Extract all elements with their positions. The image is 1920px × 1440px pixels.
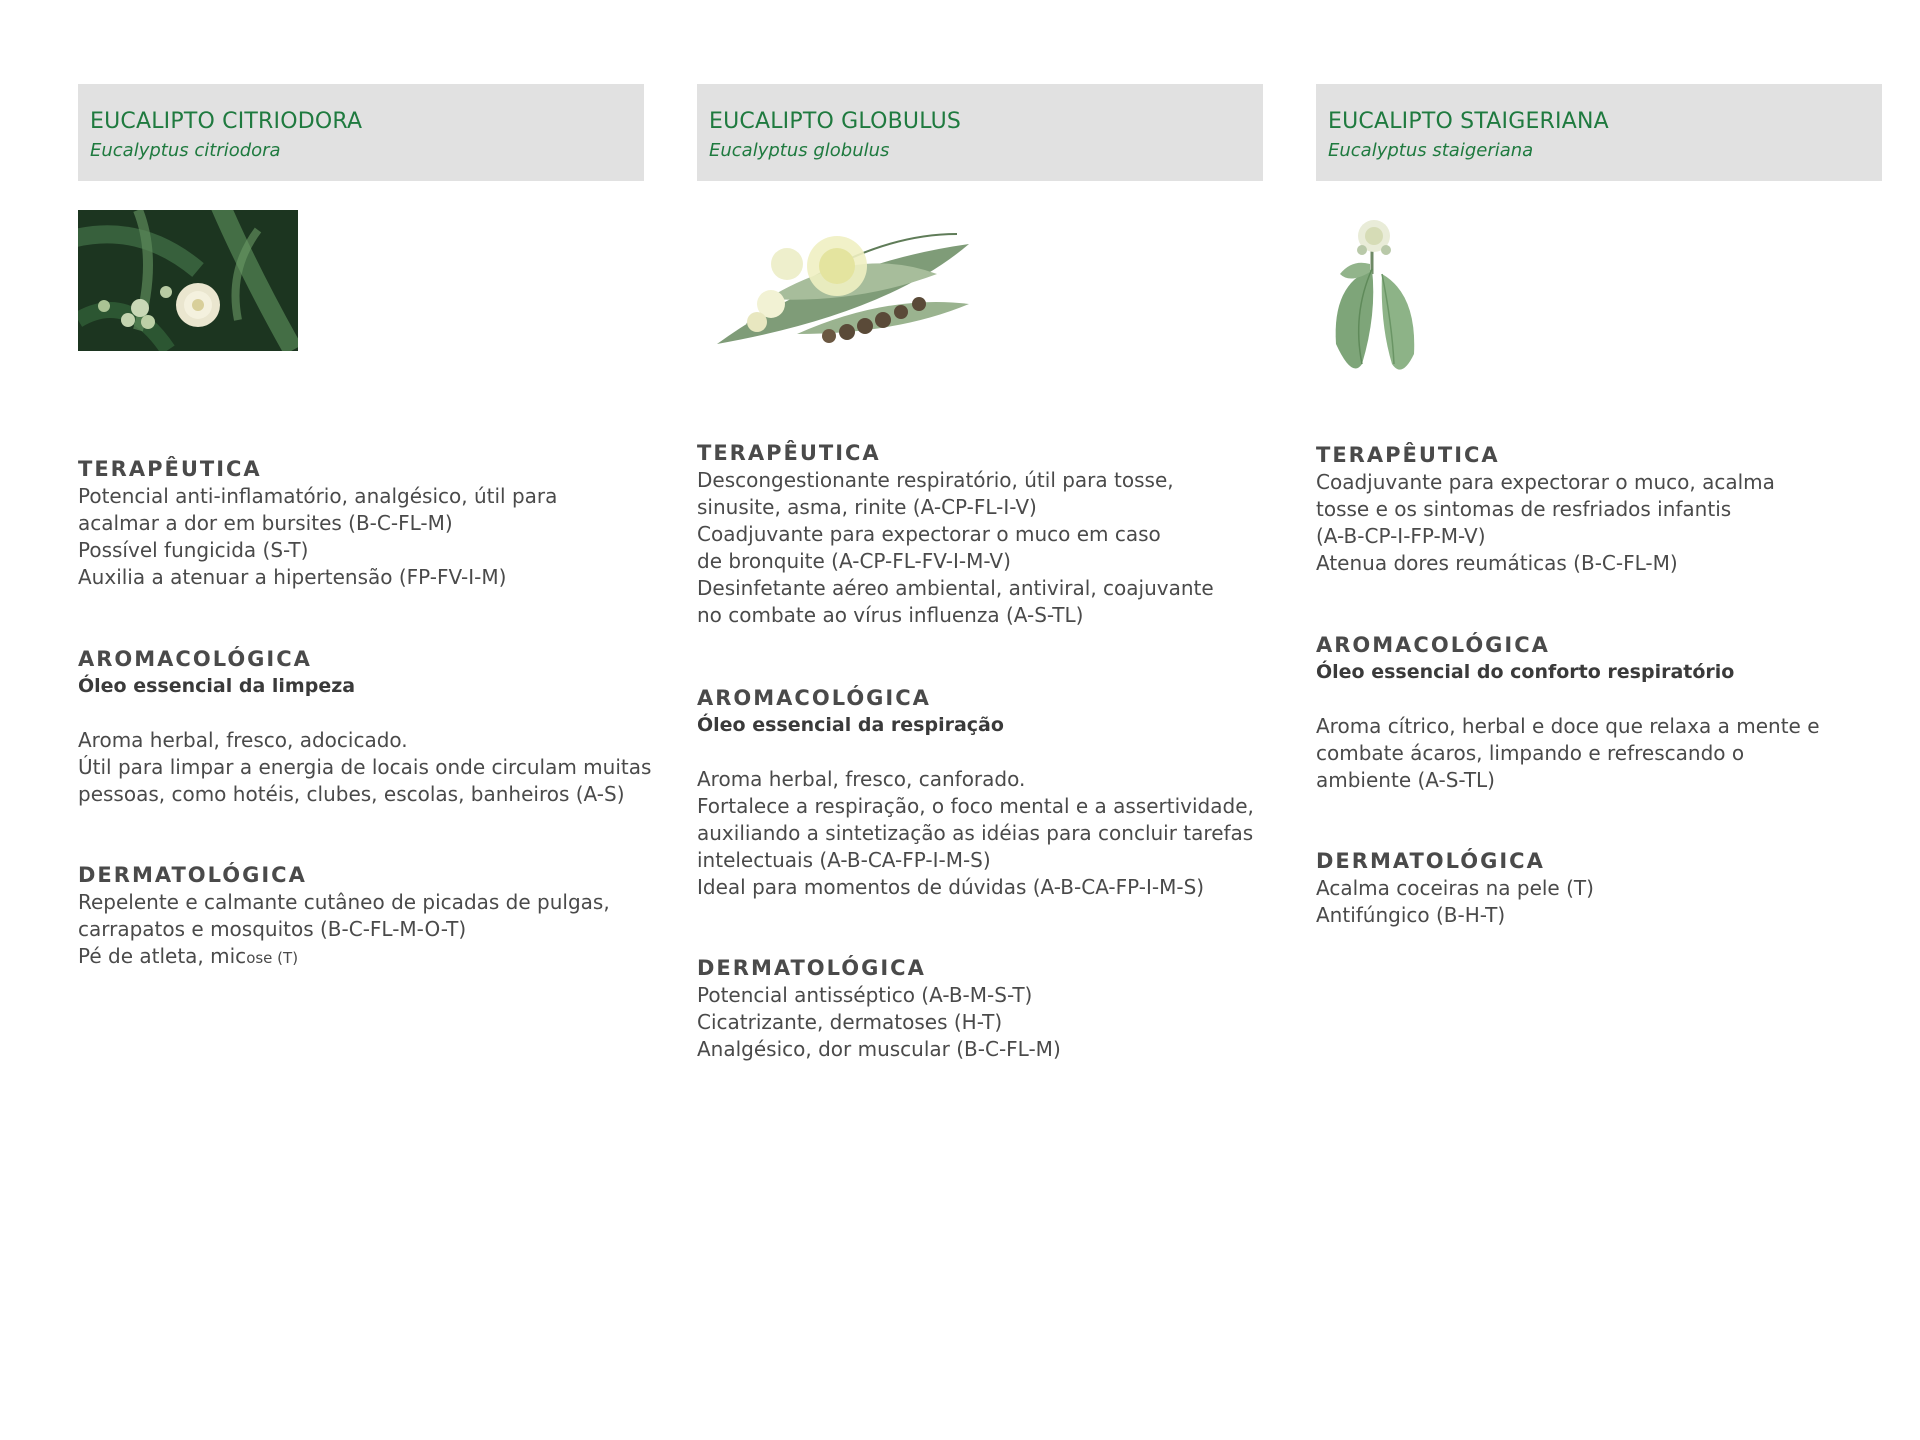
text-line: tosse e os sintomas de resfriados infantis: [1316, 497, 1732, 521]
text-line: Potencial antisséptico (A-B-M-S-T): [697, 983, 1033, 1007]
text-line-start: Pé de atleta, mic: [78, 944, 247, 968]
text-line: Analgésico, dor muscular (B-C-FL-M): [697, 1037, 1061, 1061]
oil-scientific-name: Eucalyptus globulus: [709, 140, 890, 161]
text-line: Auxilia a atenuar a hipertensão (FP-FV-I-M): [78, 565, 507, 589]
text-line: carrapatos e mosquitos (B-C-FL-M-O-T): [78, 917, 467, 941]
text-line: sinusite, asma, rinite (A-CP-FL-I-V): [697, 495, 1037, 519]
oil-scientific-name: Eucalyptus citriodora: [90, 140, 281, 161]
eucalyptus-flowers-illustration-icon: [707, 204, 977, 359]
eucalyptus-branch-photo-icon: [78, 210, 298, 351]
text-line: Aroma herbal, fresco, canforado.: [697, 767, 1026, 791]
text-line: Atenua dores reumáticas (B-C-FL-M): [1316, 551, 1678, 575]
text-line: [78, 943, 644, 972]
text-line: Ideal para momentos de dúvidas (A-B-CA-FP-I-M-S): [697, 875, 1205, 899]
text-line: acalmar a dor em bursites (B-C-FL-M): [78, 511, 453, 535]
text-line: (A-B-CP-I-FP-M-V): [1316, 524, 1486, 548]
section-aromacologica: [1316, 632, 1882, 794]
section-dermatologica: [697, 955, 1263, 1063]
text-line: Cicatrizante, dermatoses (H-T): [697, 1010, 1003, 1034]
section-heading: DERMATOLÓGICA: [1316, 849, 1545, 873]
text-line: Útil para limpar a energia de locais onde circulam muitas: [78, 755, 652, 779]
oil-card-staigeriana: [1316, 84, 1882, 927]
text-line: Aroma herbal, fresco, adocicado.: [78, 728, 408, 752]
text-line: Antifúngico (B-H-T): [1316, 903, 1506, 927]
section-subtitle: Óleo essencial da respiração: [697, 714, 1004, 736]
text-line: Coadjuvante para expectorar o muco em caso: [697, 522, 1161, 546]
text-line: combate ácaros, limpando e refrescando o: [1316, 741, 1745, 765]
text-line: Aroma cítrico, herbal e doce que relaxa a mente e: [1316, 714, 1820, 738]
text-line: no combate ao vírus influenza (A-S-TL): [697, 603, 1084, 627]
oil-common-name: EUCALIPTO CITRIODORA: [90, 109, 363, 134]
section-heading: AROMACOLÓGICA: [697, 686, 931, 710]
text-line: intelectuais (A-B-CA-FP-I-M-S): [697, 848, 991, 872]
text-line: Coadjuvante para expectorar o muco, acalma: [1316, 470, 1775, 494]
section-heading: DERMATOLÓGICA: [78, 863, 307, 887]
oil-header: [78, 84, 644, 181]
section-terapeutica: [78, 456, 644, 591]
text-line: ambiente (A-S-TL): [1316, 768, 1495, 792]
section-dermatologica: [78, 862, 644, 972]
text-line: Desinfetante aéreo ambiental, antiviral, coajuvante: [697, 576, 1214, 600]
text-line-end: ose (T): [246, 949, 299, 967]
oil-header: [1316, 84, 1882, 181]
text-line: Potencial anti-inflamatório, analgésico, útil para: [78, 484, 558, 508]
text-line: Fortalece a respiração, o foco mental e a assertividade,: [697, 794, 1254, 818]
oil-common-name: EUCALIPTO STAIGERIANA: [1328, 109, 1609, 134]
section-terapeutica: [697, 440, 1263, 629]
section-heading: TERAPÊUTICA: [1316, 443, 1500, 467]
section-dermatologica: [1316, 848, 1882, 929]
oil-card-citriodora: [78, 84, 652, 968]
section-heading: TERAPÊUTICA: [697, 441, 881, 465]
section-heading: AROMACOLÓGICA: [78, 647, 312, 671]
section-subtitle: Óleo essencial do conforto respiratório: [1316, 661, 1735, 683]
section-aromacologica: [78, 646, 652, 808]
text-line: pessoas, como hotéis, clubes, escolas, banheiros (A-S): [78, 782, 625, 806]
text-line: de bronquite (A-CP-FL-FV-I-M-V): [697, 549, 1011, 573]
oil-header: [697, 84, 1263, 181]
section-aromacologica: [697, 685, 1263, 901]
section-subtitle: Óleo essencial da limpeza: [78, 675, 356, 697]
section-terapeutica: [1316, 442, 1882, 577]
section-heading: TERAPÊUTICA: [78, 457, 262, 481]
eucalyptus-leaves-illustration-icon: [1322, 214, 1432, 379]
text-line: Possível fungicida (S-T): [78, 538, 309, 562]
text-line: auxiliando a sintetização as idéias para concluir tarefas: [697, 821, 1254, 845]
section-heading: AROMACOLÓGICA: [1316, 633, 1550, 657]
oil-scientific-name: Eucalyptus staigeriana: [1328, 140, 1534, 161]
oil-common-name: EUCALIPTO GLOBULUS: [709, 109, 962, 134]
section-heading: DERMATOLÓGICA: [697, 956, 926, 980]
oil-card-globulus: [697, 84, 1263, 1061]
text-line: Acalma coceiras na pele (T): [1316, 876, 1594, 900]
text-line: Repelente e calmante cutâneo de picadas de pulgas,: [78, 890, 610, 914]
text-line: Descongestionante respiratório, útil para tosse,: [697, 468, 1174, 492]
